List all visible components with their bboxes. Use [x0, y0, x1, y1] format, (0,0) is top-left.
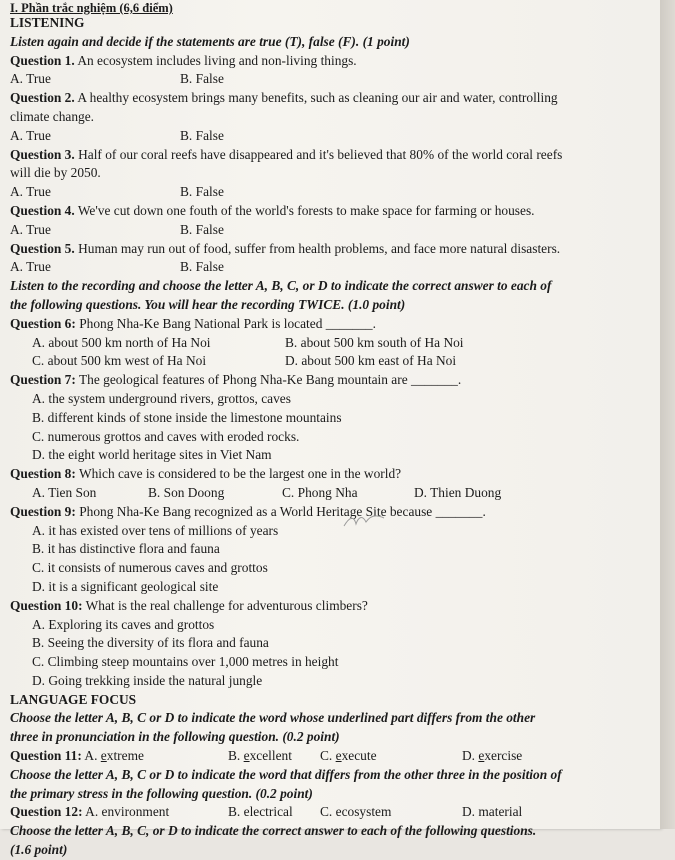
q2-option-a[interactable]: A. True — [10, 127, 51, 143]
q11-option-a[interactable]: A. extreme — [84, 748, 144, 764]
question-5-options — [10, 258, 655, 277]
question-2: Question 2. A healthy ecosystem brings many benefits, such as cleaning our air and water, controlling — [10, 90, 558, 106]
q10-option-c[interactable]: C. Climbing steep mountains over 1,000 metres in height — [32, 654, 339, 670]
question-6: Question 6: Phong Nha-Ke Bang National Park is located _______. — [10, 315, 376, 331]
pronunciation-instruction-2: three in pronunciation in the following question. (0.2 point) — [10, 729, 340, 745]
worksheet-content — [10, 0, 655, 860]
question-5: Question 5. Human may run out of food, suffer from health problems, and face more natural disasters. — [10, 240, 561, 256]
q4-option-b[interactable]: B. False — [180, 221, 224, 237]
q9-option-b[interactable]: B. it has distinctive flora and fauna — [32, 541, 220, 557]
question-2-cont: climate change. — [10, 108, 95, 124]
q7-option-c[interactable]: C. numerous grottos and caves with eroded rocks. — [32, 428, 300, 444]
question-4: Question 4. We've cut down one fouth of the world's forests to make space for farming or houses. — [10, 202, 535, 218]
final-instruction-1: Choose the letter A, B, C, or D to indicate the correct answer to each of the following questions. — [10, 823, 537, 839]
q6-option-d[interactable]: D. about 500 km east of Ha Noi — [285, 353, 457, 369]
language-heading: LANGUAGE FOCUS — [10, 691, 137, 707]
question-7: Question 7: The geological features of Phong Nha-Ke Bang mountain are _______. — [10, 372, 462, 388]
q1-option-a[interactable]: A. True — [10, 71, 51, 87]
q10-option-a[interactable]: A. Exploring its caves and grottos — [32, 616, 215, 632]
listening-heading: LISTENING — [10, 15, 85, 30]
question-9: Question 9: Phong Nha-Ke Bang recognized as a World Heritage Site because _______. — [10, 503, 486, 519]
q6-option-b[interactable]: B. about 500 km south of Ha Noi — [285, 334, 464, 350]
question-8-options — [10, 484, 655, 503]
question-3: Question 3. Half of our coral reefs have disappeared and it's believed that 80% of the world coral reefs — [10, 146, 563, 162]
page-edge — [660, 0, 675, 829]
q11-option-d[interactable]: D. exercise — [462, 748, 523, 764]
q11-option-b[interactable]: B. excellent — [228, 748, 292, 764]
q4-option-a[interactable]: A. True — [10, 221, 51, 237]
q8-option-d[interactable]: D. Thien Duong — [414, 484, 502, 500]
mc-instruction-2: the following questions. You will hear the recording TWICE. (1.0 point) — [10, 296, 406, 312]
q3-option-a[interactable]: A. True — [10, 184, 51, 200]
q12-option-d[interactable]: D. material — [462, 804, 523, 820]
q9-option-d[interactable]: D. it is a significant geological site — [32, 578, 219, 594]
q8-option-c[interactable]: C. Phong Nha — [282, 484, 358, 500]
q11-label: Question 11: — [10, 748, 82, 764]
q7-option-b[interactable]: B. different kinds of stone inside the limestone mountains — [32, 409, 342, 425]
q10-option-d[interactable]: D. Going trekking inside the natural jungle — [32, 672, 263, 688]
q12-label: Question 12: — [10, 804, 83, 820]
q3-option-b[interactable]: B. False — [180, 184, 224, 200]
q9-option-c[interactable]: C. it consists of numerous caves and grottos — [32, 560, 268, 576]
q2-option-b[interactable]: B. False — [180, 127, 224, 143]
pronunciation-instruction-1: Choose the letter A, B, C or D to indicate the word whose underlined part differs from the other — [10, 710, 536, 726]
question-3-options — [10, 183, 655, 202]
q8-option-b[interactable]: B. Son Doong — [148, 484, 225, 500]
q12-option-b[interactable]: B. electrical — [228, 804, 293, 820]
tf-instruction: Listen again and decide if the statements are true (T), false (F). (1 point) — [10, 33, 410, 49]
question-1: Question 1. An ecosystem includes living and non-living things. — [10, 52, 357, 68]
q8-option-a[interactable]: A. Tien Son — [32, 484, 97, 500]
stress-instruction-2: the primary stress in the following question. (0.2 point) — [10, 785, 313, 801]
question-4-options — [10, 221, 655, 240]
q11-option-c[interactable]: C. execute — [320, 748, 377, 764]
q10-option-b[interactable]: B. Seeing the diversity of its flora and fauna — [32, 635, 269, 651]
question-12 — [10, 803, 655, 822]
q5-option-b[interactable]: B. False — [180, 259, 224, 275]
mc-instruction-1: Listen to the recording and choose the letter A, B, C, or D to indicate the correct answer to each of — [10, 278, 552, 294]
stress-instruction-1: Choose the letter A, B, C or D to indicate the word that differs from the other three in the position of — [10, 766, 562, 782]
q7-option-a[interactable]: A. the system underground rivers, grottos, caves — [32, 390, 291, 406]
question-11 — [10, 747, 655, 766]
question-6-options-ab — [10, 334, 655, 353]
q1-option-b[interactable]: B. False — [180, 71, 224, 87]
q12-option-a[interactable]: A. environment — [85, 804, 170, 820]
q6-option-c[interactable]: C. about 500 km west of Ha Noi — [32, 353, 207, 369]
final-instruction-2: (1.6 point) — [10, 842, 68, 858]
question-8: Question 8: Which cave is considered to be the largest one in the world? — [10, 466, 402, 482]
question-1-options — [10, 70, 655, 89]
question-3-cont: will die by 2050. — [10, 165, 101, 181]
q6-option-a[interactable]: A. about 500 km north of Ha Noi — [32, 334, 211, 350]
q7-option-d[interactable]: D. the eight world heritage sites in Viet Nam — [32, 447, 272, 463]
question-2-options — [10, 127, 655, 146]
q9-option-a[interactable]: A. it has existed over tens of millions of years — [32, 522, 279, 538]
section-title: I. Phần trắc nghiệm (6,6 điểm) — [10, 1, 173, 15]
question-10: Question 10: What is the real challenge for adventurous climbers? — [10, 597, 368, 613]
q5-option-a[interactable]: A. True — [10, 259, 51, 275]
question-6-options-cd — [10, 352, 655, 371]
q12-option-c[interactable]: C. ecosystem — [320, 804, 392, 820]
